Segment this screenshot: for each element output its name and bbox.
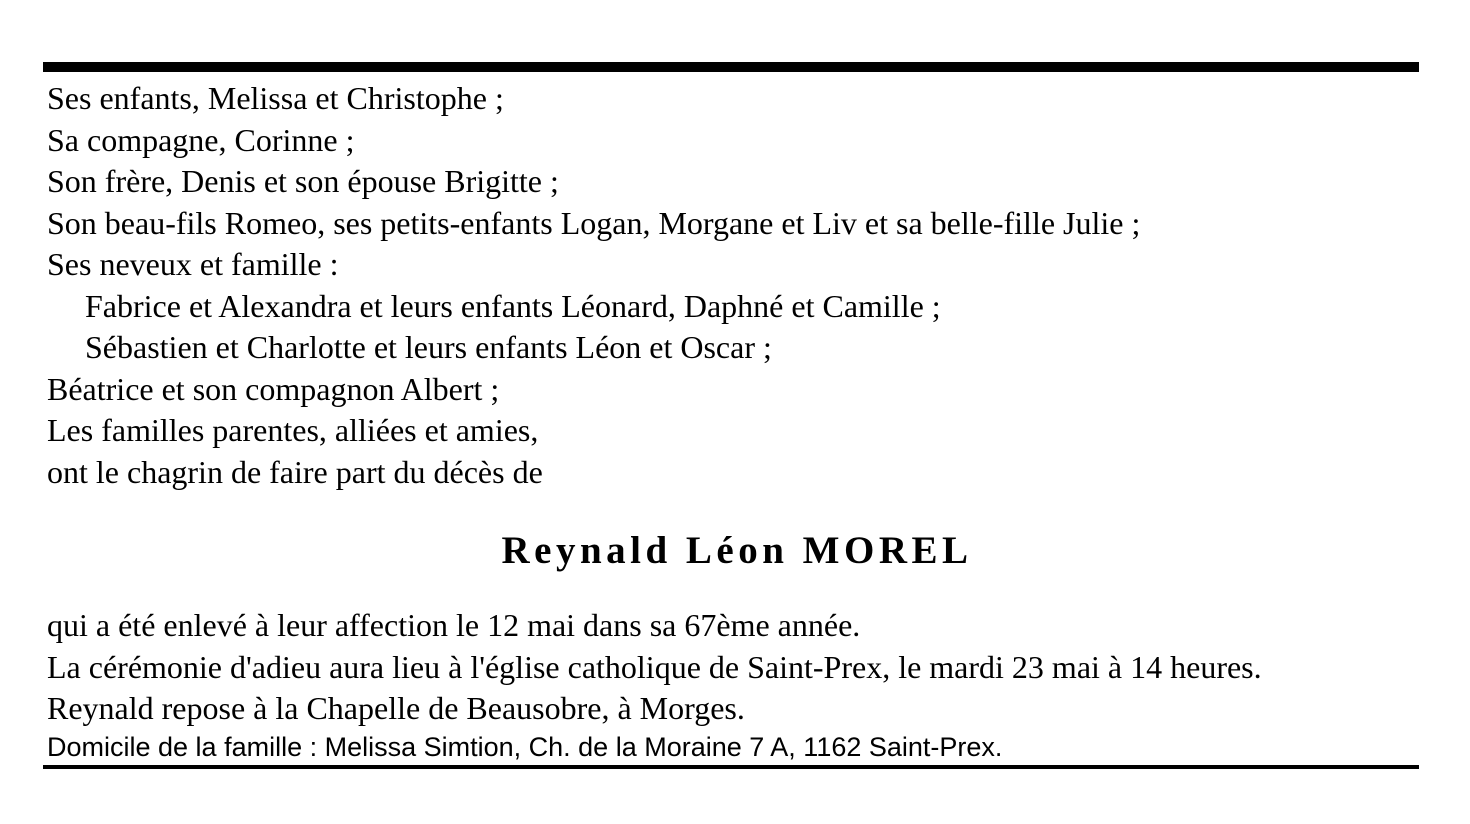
detail-line: Reynald repose à la Chapelle de Beausobre, à Morges.	[47, 690, 745, 726]
family-line: Sa compagne, Corinne ;	[47, 121, 355, 158]
deceased-name: Reynald Léon MOREL	[501, 529, 973, 572]
family-line: Béatrice et son compagnon Albert ;	[47, 370, 500, 407]
detail-line: La cérémonie d'adieu aura lieu à l'église catholique de Saint-Prex, le mardi 23 mai à 14 heures.	[47, 648, 1262, 685]
top-rule	[43, 62, 1419, 72]
bottom-rule	[43, 765, 1419, 769]
family-line: Les familles parentes, alliées et amies,	[47, 412, 539, 448]
family-line: ont le chagrin de faire part du décès de	[47, 453, 543, 490]
details	[43, 605, 1419, 730]
family-line-indented: Fabrice et Alexandra et leurs enfants Léonard, Daphné et Camille ;	[85, 287, 941, 324]
death-notice	[43, 62, 1419, 769]
family-domicile: Domicile de la famille : Melissa Simtion, Ch. de la Moraine 7 A, 1162 Saint-Prex.	[47, 731, 1003, 762]
detail-line: qui a été enlevé à leur affection le 12 mai dans sa 67ème année.	[47, 607, 861, 643]
family-line: Son frère, Denis et son épouse Brigitte ;	[47, 163, 559, 199]
family-line: Son beau-fils Romeo, ses petits-enfants Logan, Morgane et Liv et sa belle-fille Julie ;	[47, 204, 1141, 241]
family-line-indented: Sébastien et Charlotte et leurs enfants Léon et Oscar ;	[85, 329, 772, 365]
family-line: Ses enfants, Melissa et Christophe ;	[47, 80, 504, 116]
family-list	[43, 78, 1419, 493]
family-line: Ses neveux et famille :	[47, 246, 339, 282]
